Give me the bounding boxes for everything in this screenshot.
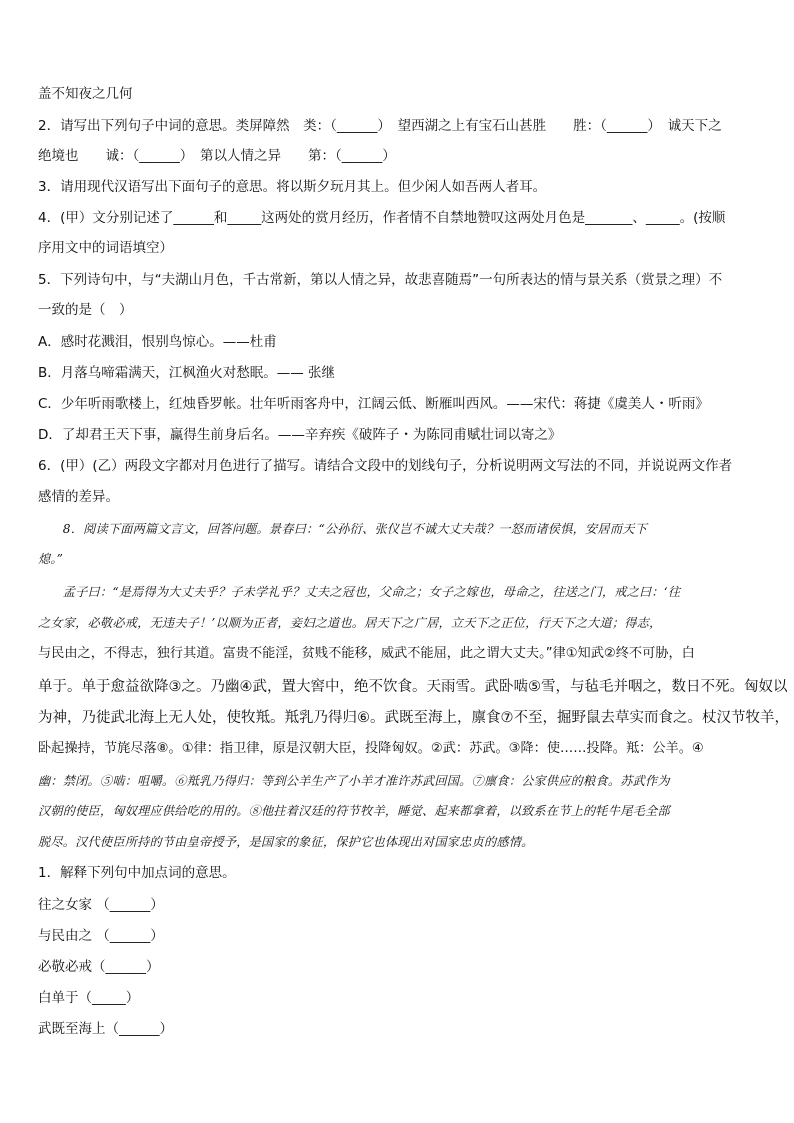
passage-mencius-line-1: 孟子曰：“是焉得为大丈夫乎？子未学礼乎？丈夫之冠也，父命之；女子之嫁也，母命之，往送之门，戒之曰：‘往 (38, 585, 681, 599)
question-4-line-1: 4．(甲）文分别记述了______和_____这两处的赏月经历，作者情不自禁地赞叹这两处月色是_______、_____。(按顺 (38, 210, 726, 226)
passage-notes-line-2: 幽：禁闭。⑤啮：咀嚼。⑥羝乳乃得归：等到公羊生产了小羊才准许苏武回国。⑦廪食：公家供应的粮食。苏武作为 (38, 774, 670, 788)
option-c: C．少年听雨歌楼上，红烛昏罗帐。壮年听雨客舟中，江阔云低、断雁叫西风。——宋代：蒋捷《虞美人・听雨》 (38, 396, 709, 412)
option-d: D．了却君王天下事，赢得生前身后名。——辛弃疾《破阵子・为陈同甫赋壮词以寄之》 (38, 427, 562, 443)
passage-notes-line-3: 汉朝的使臣，匈奴理应供给吃的用的。⑧他拄着汉廷的符节牧羊，睡觉、起来都拿着，以致系在节上的牦牛尾毛全部 (38, 804, 670, 818)
passage-suwu-line-2: 为神，乃徙武北海上无人处，使牧羝。羝乳乃得归⑥。武既至海上，廪食⑦不至，掘野鼠去草实而食之。杖汉节牧羊， (38, 710, 789, 726)
option-b: B．月落乌啼霜满天，江枫渔火对愁眠。—— 张继 (38, 365, 336, 381)
question-6-line-2: 感情的差异。 (38, 489, 119, 505)
text-line-1: 盖不知夜之几何 (38, 86, 133, 102)
question-2-line-2: 绝境也 诚：（______） 第以人情之异 第：（______） (38, 148, 396, 164)
word-item-1: 往之女家 （______） (38, 897, 164, 913)
question-5-line-1: 5．下列诗句中，与“夫湖山月色，千古常新，第以人情之异，故悲喜随焉”一句所表达的情与景关系（赏景之理）不 (38, 272, 723, 288)
question-2-line-1: 2．请写出下列句子中词的意思。类屏障然 类：（______） 望西湖之上有宝石山甚胜 胜：（______） 诚天下之 (38, 118, 722, 134)
word-item-5: 武既至海上（______） (38, 1021, 173, 1037)
passage-intro-line-1: 8．阅读下面两篇文言文，回答问题。景春曰：“公孙衍、张仪岂不诚大丈夫哉？一怒而诸侯惧，安居而天下 (38, 522, 647, 536)
passage-mixed-line-1: 与民由之，不得志，独行其道。富贵不能淫，贫贱不能移，威武不能屈，此之谓大丈夫。”律①知武②终不可胁，白 (38, 646, 695, 661)
passage-intro-line-2: 熄。” (38, 552, 64, 566)
question-3: 3．请用现代汉语写出下面句子的意思。将以斯夕玩月其上。但少闲人如吾两人者耳。 (38, 179, 547, 195)
passage-mencius-line-2: 之女家，必敬必戒，无违夫子！’以顺为正者，妾妇之道也。居天下之广居，立天下之正位，行天下之大道；得志， (38, 616, 662, 630)
word-item-4: 白单于（_____） (38, 990, 140, 1006)
passage-notes-line-4: 脱尽。汉代使臣所持的节由皇帝授予，是国家的象征，保护它也体现出对国家忠贞的感情。 (38, 835, 534, 849)
word-item-3: 必敬必戒（______） (38, 959, 160, 975)
passage-notes-line-1: 卧起操持，节旄尽落⑧。①律：指卫律，原是汉朝大臣，投降匈奴。②武：苏武。③降：使……投降。羝：公羊。④ (38, 741, 704, 756)
question-6-line-1: 6．(甲）(乙）两段文字都对月色进行了描写。请结合文段中的划线句子，分析说明两文写法的不同，并说说两文作者 (38, 458, 733, 474)
option-a: A．感时花溅泪，恨别鸟惊心。——杜甫 (38, 334, 277, 350)
question-4-line-2: 序用文中的词语填空） (38, 240, 173, 256)
question-1-prompt: 1．解释下列句中加点词的意思。 (38, 865, 236, 881)
word-item-2: 与民由之 （______） (38, 928, 164, 944)
question-5-line-2: 一致的是（ ） (38, 302, 133, 318)
passage-suwu-line-1: 单于。单于愈益欲降③之。乃幽④武，置大窖中，绝不饮食。天雨雪。武卧啮⑤雪，与毡毛并咽之，数日不死。匈奴以 (38, 679, 788, 695)
